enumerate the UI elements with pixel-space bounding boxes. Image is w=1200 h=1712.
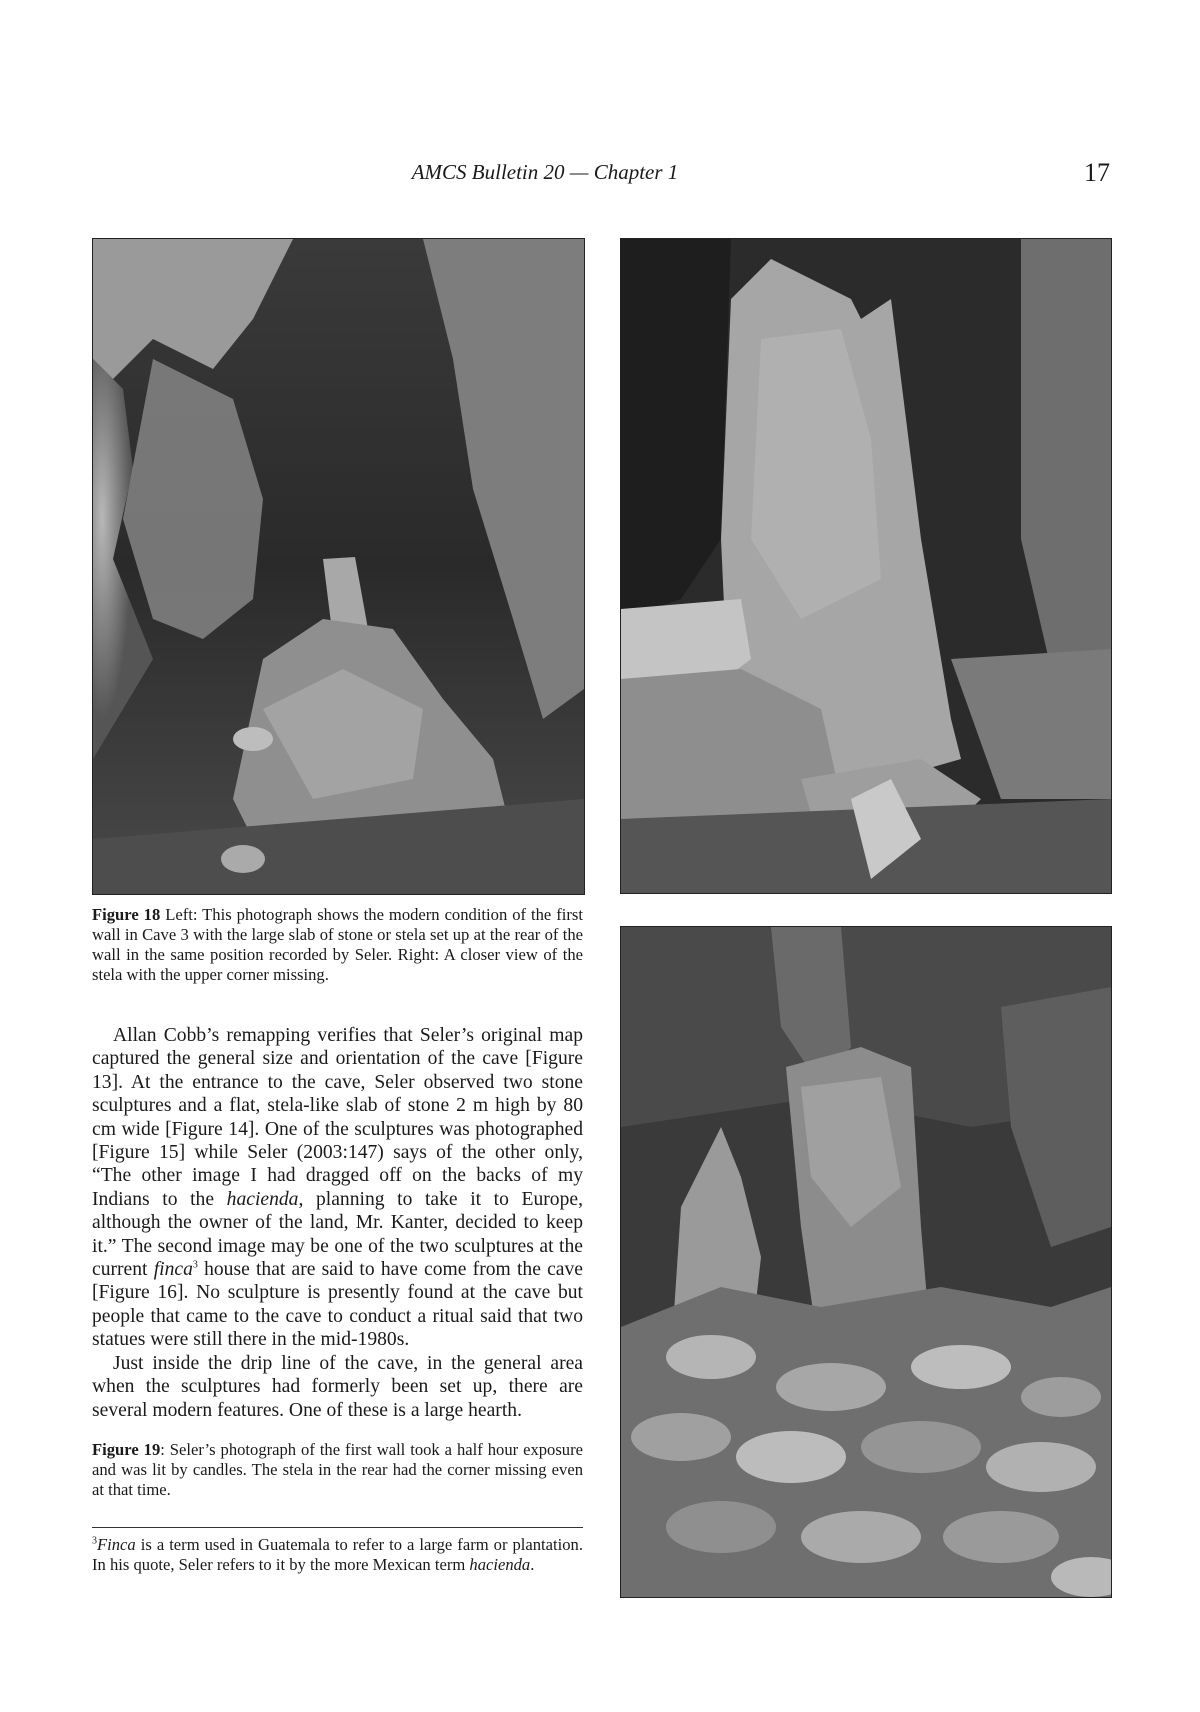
body-text — [92, 1024, 583, 1422]
paragraph-1-part-c: house that are said to have come from the cave [Figure 16]. No sculpture is presently found at the cave but people that came to the cave to conduct a ritual said that two statues were still there in the mid-1980s. — [92, 1259, 583, 1351]
figure-19-caption — [92, 1440, 583, 1500]
figure-18-caption — [92, 905, 583, 985]
figure-18-right-photo — [620, 238, 1112, 894]
paragraph-1-part-a: Allan Cobb’s remapping verifies that Seler’s original map captured the general size and orientation of the cave [Figure 13]. At the entrance to the cave, Seler observed two stone sculptures and a flat, stela-like slab of stone 2 m high by 80 cm wide [Figure 14]. One of the sculptures was photographed [Figure 15] while Seler (2003:147) says of the other only, “The other image I had dragged off on the backs of my Indians to the — [92, 1025, 583, 1210]
figure-19-caption-text: : Seler’s photograph of the first wall took a half hour exposure and was lit by candles. The stela in the rear had the corner missing even at that time. — [92, 1440, 583, 1499]
footnote — [92, 1535, 583, 1575]
footnote-divider — [92, 1527, 583, 1528]
paragraph-1 — [92, 1024, 583, 1352]
paragraph-2: Just inside the drip line of the cave, in the general area when the sculptures had formerly been set up, there are several modern features. One of these is a large hearth. — [92, 1352, 583, 1421]
footnote-term: Finca — [97, 1535, 136, 1554]
footnote-ref[interactable]: 3 — [192, 1259, 198, 1271]
figure-19-photo — [620, 926, 1112, 1598]
footnote-marker: 3 — [92, 1535, 97, 1547]
figure-18-label: Figure 18 — [92, 905, 161, 924]
footnote-text-b: . — [530, 1555, 535, 1574]
paragraph-1-part-b: , planning to take it to Europe, although the owner of the land, Mr. Kanter, decided to keep it.” The second image may be one of the two sculptures at the current — [92, 1188, 584, 1281]
figure-18-left-photo — [92, 238, 585, 895]
term-hacienda: hacienda — [226, 1188, 299, 1210]
running-header: AMCS Bulletin 20 — Chapter 1 — [411, 160, 679, 184]
footnote-term-2: hacienda — [469, 1555, 531, 1574]
page-number: 17 — [1084, 158, 1110, 187]
term-finca: finca — [153, 1259, 193, 1281]
figure-18-caption-text: Left: This photograph shows the modern condition of the first wall in Cave 3 with the large slab of stone or stela set up at the rear of the wall in the same position recorded by Seler. Right: A closer view of the stela with the upper corner missing. — [92, 905, 583, 984]
footnote-text-a: is a term used in Guatemala to refer to a large farm or plantation. In his quote, Seler refers to it by the more Mexican term — [92, 1535, 583, 1574]
figure-19-label: Figure 19 — [92, 1440, 161, 1459]
